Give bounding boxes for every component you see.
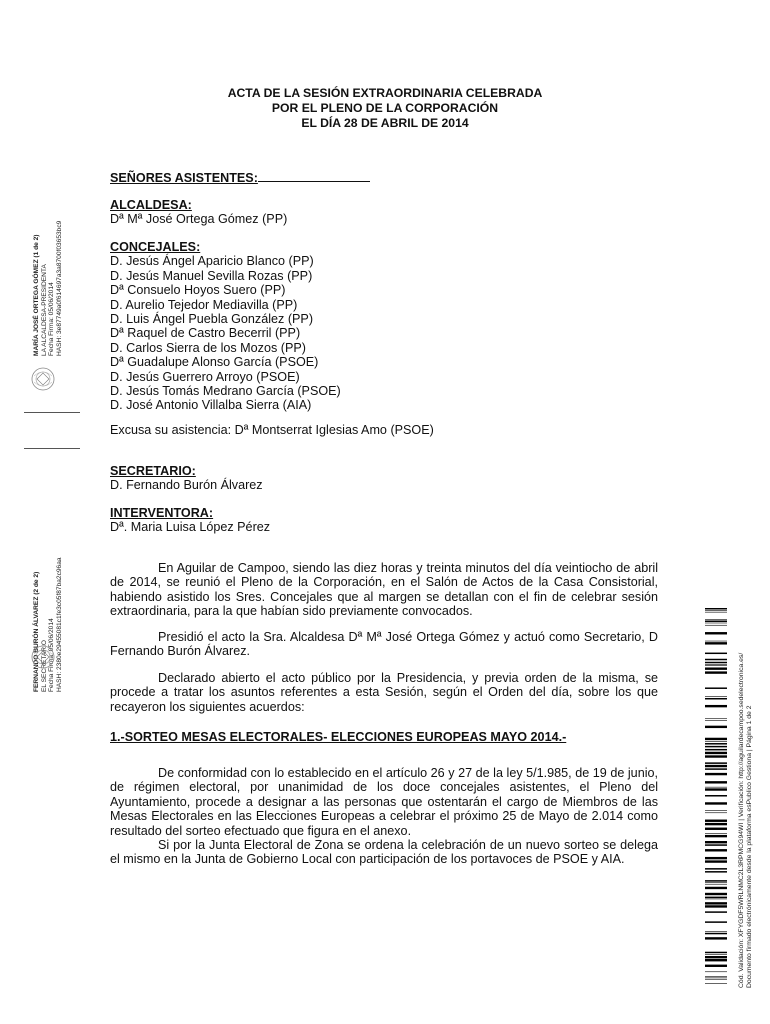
- attendees-section: [110, 170, 658, 185]
- item1-body: [110, 766, 658, 867]
- councillor-item: Dª Guadalupe Alonso García (PSOE): [110, 355, 319, 370]
- item1-heading: 1.-SORTEO MESAS ELECTORALES- ELECCIONES EUROPEAS MAYO 2014.-: [110, 730, 567, 744]
- document-title: [110, 86, 660, 131]
- signature-date: Fecha Firma: 05/06/2014: [48, 282, 56, 356]
- excuse-section: [110, 423, 658, 437]
- mayor-section: [110, 198, 658, 227]
- heading-underline-fill: [258, 170, 370, 182]
- councillors-heading: CONCEJALES:: [110, 240, 201, 254]
- councillor-item: D. Jesús Tomás Medrano García (PSOE): [110, 384, 341, 399]
- councillor-item: D. Luis Ángel Puebla González (PP): [110, 312, 314, 327]
- title-line: ACTA DE LA SESIÓN EXTRAORDINARIA CELEBRADA: [227, 86, 543, 100]
- declared-paragraph: Declarado abierto el acto público por la Presidencia, y previa orden de la misma, se procede a tratar los asuntos referentes a esta Sesión, según el Orden del día, sobre los que recayeron los siguientes acuerdos:: [110, 671, 658, 714]
- validation-text: [738, 608, 754, 988]
- attendees-heading: SEÑORES ASISTENTES:: [110, 171, 258, 185]
- presided-section: [110, 630, 658, 659]
- seal-emblem-icon: [30, 366, 56, 392]
- signer-role: LA ALCALDESA-PRESIDENTA: [40, 264, 48, 356]
- councillor-item: D. Jesús Manuel Sevilla Rozas (PP): [110, 268, 313, 283]
- item1-paragraph: De conformidad con lo establecido en el artículo 26 y 27 de la ley 5/1.985, de 19 de junio, de régimen electoral, por unanimidad de los doce concejales asistentes, el Pleno del Ayuntamiento, procede a designar a las personas que ostentarán el cargo de Miembros de las Mesas Electorales en las Elecciones Europeas a celebrar el próximo 25 de Mayo de 2.014 como resultado del sorteo efectuado que figura en el anexo.: [110, 766, 658, 838]
- validation-line: Documento firmado electrónicamente desde la plataforma esPublico Gestiona | Página 1 de 2: [746, 705, 754, 988]
- councillor-item: D. Aurelio Tejedor Mediavilla (PP): [110, 297, 298, 312]
- signature-hash: HASH: 2380e29455081c1fe3c05f87ba2c96aa: [55, 557, 63, 692]
- councillor-item: D. Jesús Ángel Aparicio Blanco (PP): [110, 254, 314, 269]
- item1-paragraph: Si por la Junta Electoral de Zona se ordena la celebración de un nuevo sorteo se delega el mismo en la Junta de Gobierno Local con participación de los portavoces de PSOE y AIA.: [110, 838, 658, 867]
- comptroller-heading: INTERVENTORA:: [110, 506, 214, 520]
- validation-line: Cód. Validación: XFYGDF5WRLNMC2L3RPMCG94WI | Verificación: http://aguilardecampoo.sedelectronica.es/: [738, 652, 745, 988]
- secretary-heading: SECRETARIO:: [110, 464, 196, 478]
- councillor-item: Dª Raquel de Castro Becerril (PP): [110, 326, 301, 341]
- secretary-name: D. Fernando Burón Álvarez: [110, 478, 263, 493]
- signature-date: Fecha Firma: 05/06/2014: [48, 618, 56, 692]
- signer-role: EL SECRETARIO: [40, 639, 48, 692]
- margin-divider: [24, 412, 80, 413]
- title-line: EL DÍA 28 DE ABRIL DE 2014: [301, 116, 469, 130]
- title-line: POR EL PLENO DE LA CORPORACIÓN: [271, 101, 499, 115]
- councillors-section: [110, 240, 658, 413]
- item1-heading-section: [110, 730, 658, 744]
- mayor-name: Dª Mª José Ortega Gómez (PP): [110, 212, 288, 227]
- secretary-section: [110, 464, 658, 493]
- comptroller-section: [110, 506, 658, 535]
- barcode-image: [705, 608, 727, 984]
- comptroller-name: Dª. Maria Luisa López Pérez: [110, 520, 271, 535]
- signature-hash: HASH: 3e87749a0f614697a3a8700f03653bc9: [55, 220, 63, 356]
- opening-paragraph: En Aguilar de Campoo, siendo las diez horas y treinta minutos del día veintiocho de abril de 2014, se reunió el Pleno de la Corporación, en el Salón de Actos de la Casa Consistorial, habiendo asistido los Sres. Concejales que al margen se detallan con el fin de celebrar sesión extraordinaria, para la que habían sido previamente convocados.: [110, 561, 658, 619]
- presided-paragraph: Presidió el acto la Sra. Alcaldesa Dª Mª José Ortega Gómez y actuó como Secretario, D Fernando Burón Álvarez.: [110, 630, 658, 659]
- excuse-text: Excusa su asistencia: Dª Montserrat Iglesias Amo (PSOE): [110, 423, 434, 437]
- councillor-item: D. Carlos Sierra de los Mozos (PP): [110, 340, 306, 355]
- councillor-item: Dª Consuelo Hoyos Suero (PP): [110, 283, 286, 298]
- signer-name: FERNANDO BURÓN ÁLVAREZ (2 de 2): [33, 571, 40, 692]
- seal-emblem-icon: [30, 644, 56, 670]
- opening-section: [110, 561, 658, 619]
- councillor-item: D. Jesús Guerrero Arroyo (PSOE): [110, 369, 300, 384]
- councillor-item: D. José Antonio Villalba Sierra (AIA): [110, 398, 312, 413]
- mayor-heading: ALCALDESA:: [110, 198, 192, 212]
- signature-block-mayor: [33, 96, 63, 356]
- declared-section: [110, 671, 658, 714]
- signer-name: MARÍA JOSÉ ORTEGA GÓMEZ (1 de 2): [33, 234, 40, 356]
